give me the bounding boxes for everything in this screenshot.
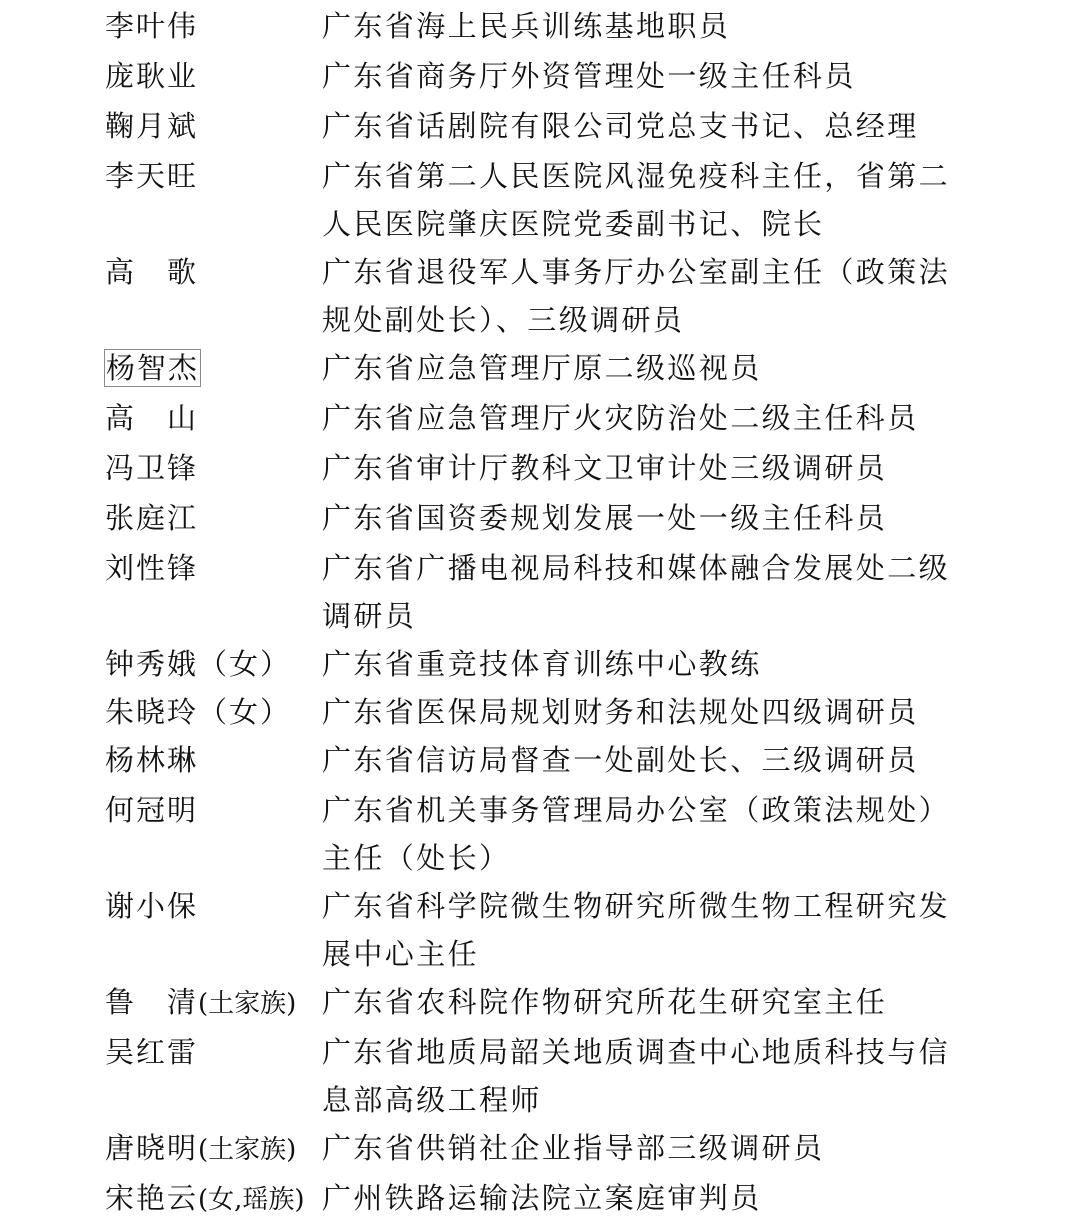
person-name [105,544,322,594]
person-name [105,494,322,544]
person-position: 广东省应急管理厅原二级巡视员 [322,351,762,385]
person-name [105,736,322,786]
person-name [105,444,322,494]
list-item [105,152,980,248]
person-position: 广东省科学院微生物研究所微生物工程研究发展中心主任 [322,889,951,971]
name-text: 李叶伟 [105,9,199,43]
person-position: 广东省国资委规划发展一处一级主任科员 [322,501,888,535]
person-name [105,786,322,836]
name-text: 冯卫锋 [105,451,199,485]
person-position: 广东省退役军人事务厅办公室副主任（政策法规处副处长）、三级调研员 [322,255,951,337]
list-item [105,978,980,1028]
person-position: 广州铁路运输法院立案庭审判员 [322,1181,762,1215]
name-text: 鲁 清 [105,985,199,1019]
name-text: 谢小保 [105,889,199,923]
list-item [105,1028,980,1124]
person-position: 广东省重竞技体育训练中心教练 [322,647,762,681]
list-item [105,494,980,544]
person-name [105,1174,322,1224]
person-name [105,978,322,1028]
name-text: 高 山 [105,401,199,435]
name-text: 高 歌 [105,255,199,289]
name-suffix: (女,瑶族) [198,1185,305,1215]
name-text: 李天旺 [105,159,199,193]
name-suffix: (土家族) [198,1135,297,1165]
person-name [105,394,322,444]
person-name [105,248,322,298]
list-item [105,736,980,786]
person-position: 广东省商务厅外资管理处一级主任科员 [322,59,856,93]
name-text: 鞠月斌 [105,109,199,143]
person-position: 广东省海上民兵训练基地职员 [322,9,731,43]
person-position: 广东省农科院作物研究所花生研究室主任 [322,985,888,1019]
person-position: 广东省应急管理厅火灾防治处二级主任科员 [322,401,919,435]
name-text: 刘性锋 [105,551,199,585]
person-position: 广东省第二人民医院风湿免疫科主任，省第二人民医院肇庆医院党委副书记、院长 [322,159,951,241]
person-position: 广东省机关事务管理局办公室（政策法规处）主任（处长） [322,793,951,875]
person-name [105,1124,322,1174]
person-position: 广东省审计厅教科文卫审计处三级调研员 [322,451,888,485]
name-suffix: (土家族) [198,989,297,1019]
selected-name-box[interactable]: 杨智杰 [106,351,200,385]
person-name [105,52,322,102]
person-position: 广东省供销社企业指导部三级调研员 [322,1131,825,1165]
list-item [105,248,980,344]
person-name [105,344,322,394]
list-item [105,444,980,494]
name-text: 杨林琳 [105,743,199,777]
list-item [105,640,980,688]
person-name [105,640,322,688]
person-name [105,882,322,932]
name-text: 宋艳云 [105,1181,199,1215]
list-item [105,544,980,640]
list-item [105,2,980,52]
list-item [105,102,980,152]
name-text: 钟秀娥 [105,647,199,681]
name-suffix: （女） [198,695,292,729]
list-item [105,1124,980,1174]
name-text: 庞耿业 [105,59,199,93]
name-suffix: （女） [198,647,292,681]
person-name [105,688,322,736]
list-item [105,52,980,102]
person-name [105,152,322,202]
person-name [105,1028,322,1078]
list-item [105,1174,980,1224]
list-item [105,786,980,882]
name-text: 何冠明 [105,793,199,827]
name-text: 朱晓玲 [105,695,199,729]
person-position: 广东省地质局韶关地质调查中心地质科技与信息部高级工程师 [322,1035,951,1117]
list-item [105,688,980,736]
name-text: 张庭江 [105,501,199,535]
person-position: 广东省话剧院有限公司党总支书记、总经理 [322,109,919,143]
person-position: 广东省广播电视局科技和媒体融合发展处二级调研员 [322,551,951,633]
name-list-document [105,2,980,1224]
name-text: 吴红雷 [105,1035,199,1069]
name-text: 唐晓明 [105,1131,199,1165]
list-item [105,882,980,978]
person-position: 广东省医保局规划财务和法规处四级调研员 [322,695,919,729]
list-item [105,344,980,394]
person-name [105,102,322,152]
list-item [105,394,980,444]
person-name [105,2,322,52]
person-position: 广东省信访局督查一处副处长、三级调研员 [322,743,919,777]
